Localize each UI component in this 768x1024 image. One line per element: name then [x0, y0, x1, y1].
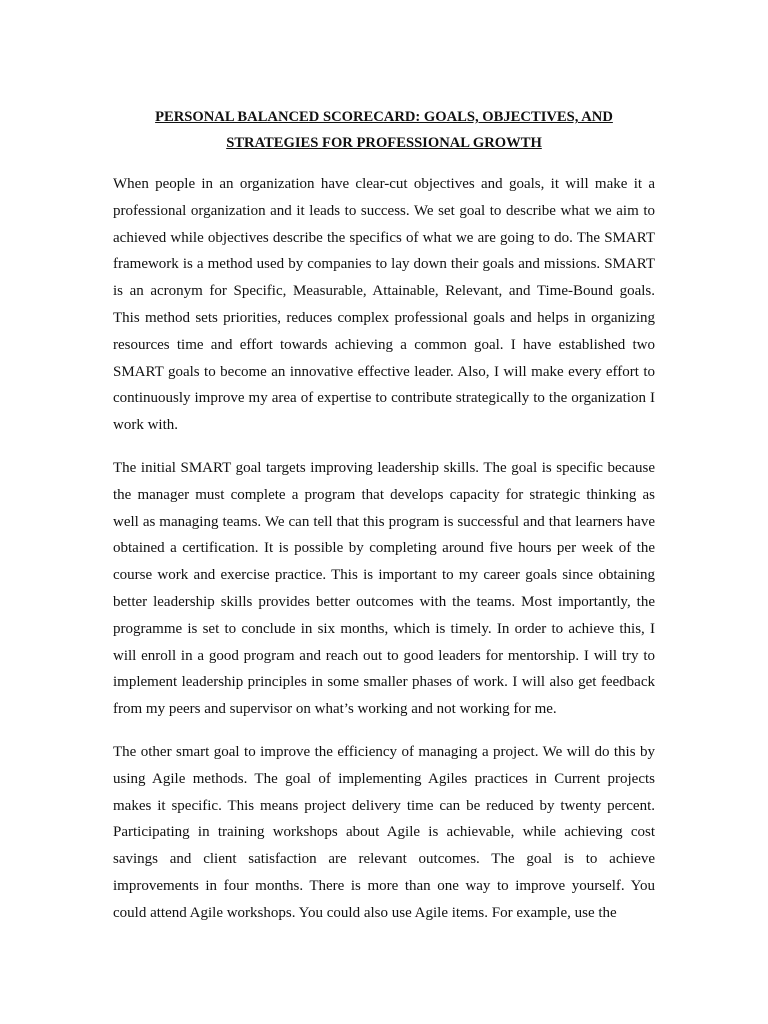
document-body	[113, 104, 655, 943]
document-title	[113, 104, 655, 156]
title-line-1: PERSONAL BALANCED SCORECARD: GOALS, OBJECTIVES, AND	[155, 109, 613, 125]
paragraph-leadership-goal: The initial SMART goal targets improving leadership skills. The goal is specific because the manager must complete a program that develops capacity for strategic thinking as well as managing teams. We can tell that this program is successful and that learners have obtained a certification. It is possible by completing around five hours per week of the course work and exercise practice. This is important to my career goals since obtaining better leadership skills provides better outcomes with the teams. Most importantly, the programme is set to conclude in six months, which is timely. In order to achieve this, I will enroll in a good program and reach out to good leaders for mentorship. I will try to implement leadership principles in some smaller phases of work. I will also get feedback from my peers and supervisor on what’s working and not working for me.	[113, 459, 655, 718]
title-line-2: STRATEGIES FOR PROFESSIONAL GROWTH	[226, 135, 542, 151]
paragraph-agile-goal: The other smart goal to improve the efficiency of managing a project. We will do this by using Agile methods. The goal of implementing Agiles practices in Current projects makes it specific. This means project delivery time can be reduced by twenty percent. Participating in training workshops about Agile is achievable, while achieving cost savings and client satisfaction are relevant outcomes. The goal is to achieve improvements in four months. There is more than one way to improve yourself. You could attend Agile workshops. You could also use Agile items. For example, use the	[113, 743, 655, 921]
paragraph-intro: When people in an organization have clear-cut objectives and goals, it will make it a professional organization and it leads to success. We set goal to describe what we aim to achieved while objectives describe the specifics of what we are going to do. The SMART framework is a method used by companies to lay down their goals and missions. SMART is an acronym for Specific, Measurable, Attainable, Relevant, and Time-Bound goals. This method sets priorities, reduces complex professional goals and helps in organizing resources time and effort towards achieving a common goal. I have established two SMART goals to become an innovative effective leader. Also, I will make every effort to continuously improve my area of expertise to contribute strategically to the organization I work with.	[113, 176, 655, 434]
